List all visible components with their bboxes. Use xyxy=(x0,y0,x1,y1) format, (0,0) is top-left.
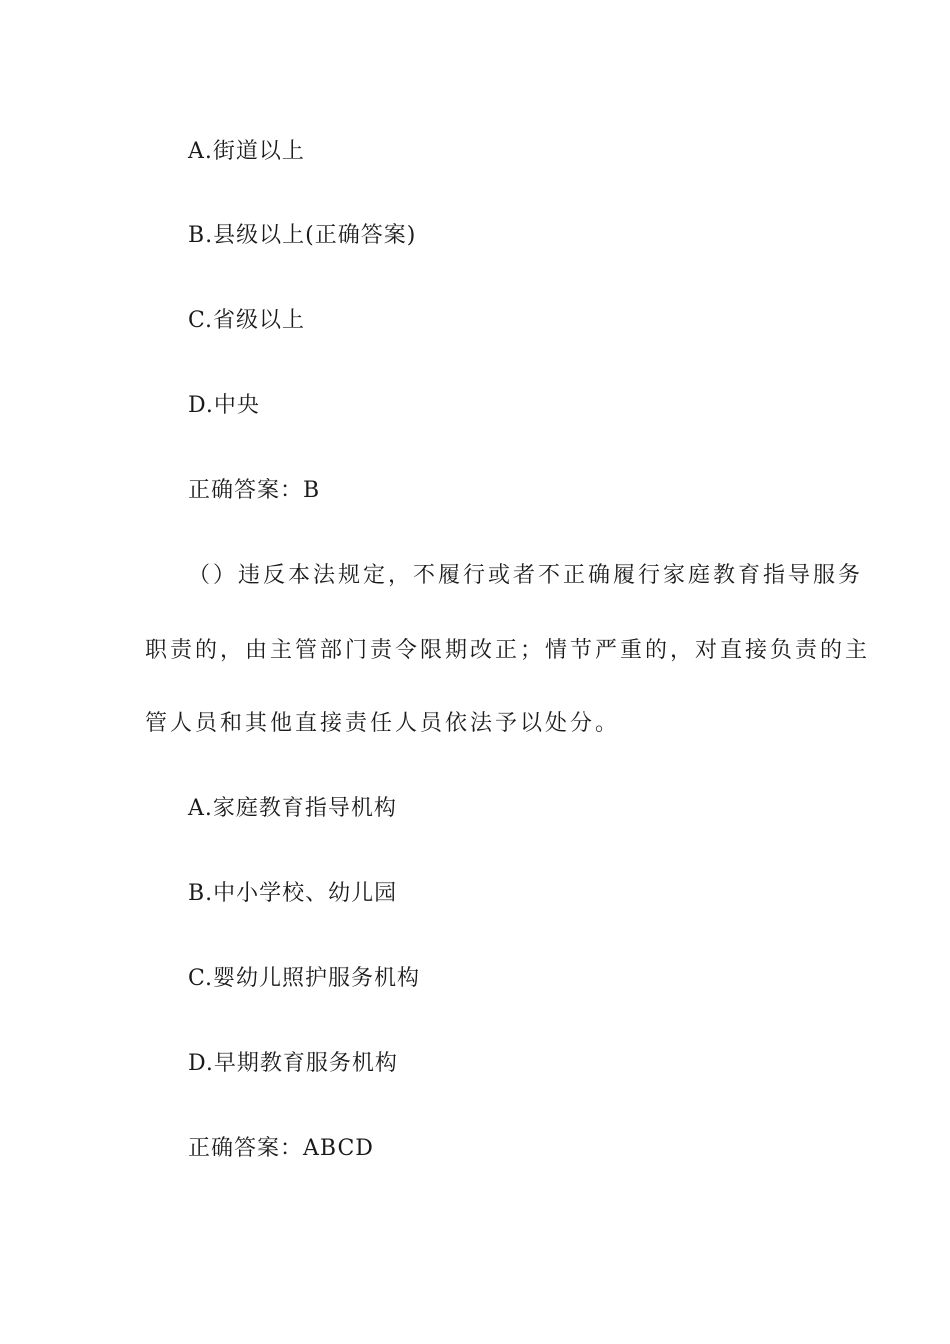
q2-option-c: C.婴幼儿照护服务机构 xyxy=(188,966,421,991)
q1-option-d: D.中央 xyxy=(188,393,260,418)
q2-stem-line-2: 职责的，由主管部门责令限期改正；情节严重的，对直接负责的主 xyxy=(145,638,871,663)
q2-option-d: D.早期教育服务机构 xyxy=(188,1051,398,1076)
q1-answer: 正确答案：B xyxy=(188,478,321,503)
q2-option-a: A.家庭教育指导机构 xyxy=(188,796,397,821)
q1-option-b: B.县级以上(正确答案) xyxy=(188,223,417,248)
q2-answer: 正确答案：ABCD xyxy=(188,1136,374,1161)
q1-option-c: C.省级以上 xyxy=(188,308,306,333)
q2-stem-line-1: （）违反本法规定，不履行或者不正确履行家庭教育指导服务 xyxy=(188,563,864,588)
q2-stem-line-3: 管人员和其他直接责任人员依法予以处分。 xyxy=(145,711,621,736)
q2-option-b: B.中小学校、幼儿园 xyxy=(188,881,398,906)
q1-option-a: A.街道以上 xyxy=(188,139,305,164)
